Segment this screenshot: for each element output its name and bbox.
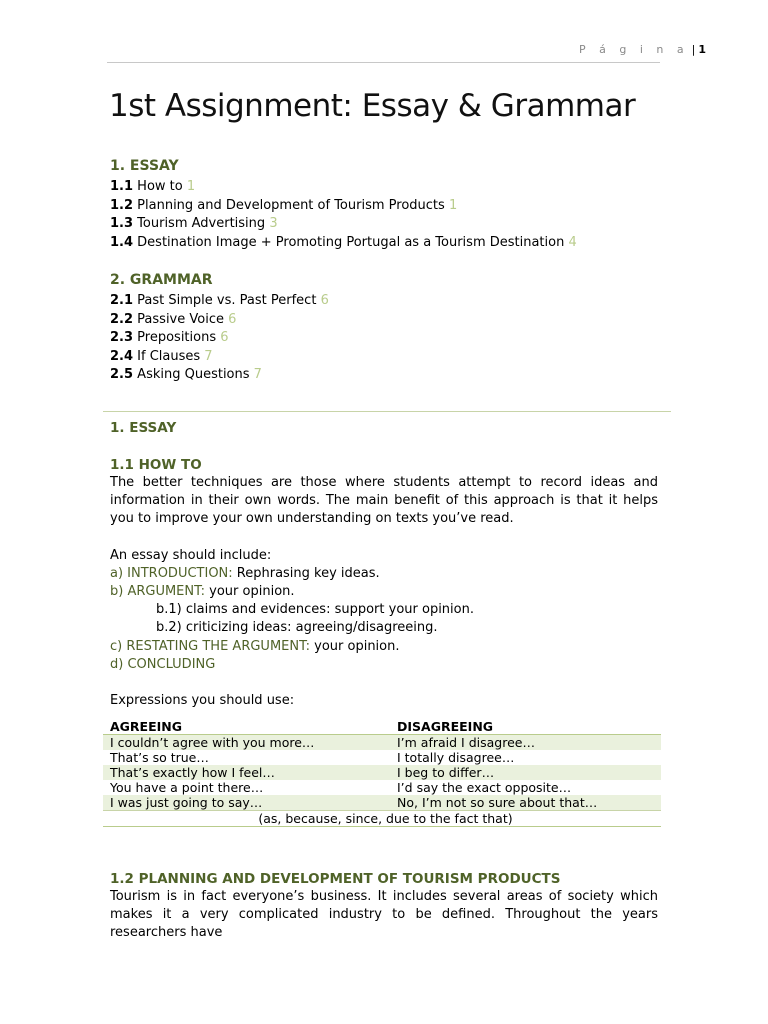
document-title: 1st Assignment: Essay & Grammar bbox=[109, 88, 636, 124]
toc-entry-number: 1.1 bbox=[110, 179, 134, 194]
section-heading-essay: 1. ESSAY bbox=[110, 420, 177, 436]
toc-entry[interactable] bbox=[110, 311, 670, 330]
table-cell: That’s so true… bbox=[110, 750, 209, 765]
page-separator: | bbox=[691, 43, 696, 56]
toc-entry-page: 1 bbox=[448, 197, 458, 213]
essay-point-b1: b.1) claims and evidences: support your opinion. bbox=[156, 602, 474, 618]
toc-entry[interactable] bbox=[110, 329, 670, 348]
page-label: P á g i n a bbox=[579, 43, 689, 56]
toc-entry-page: 6 bbox=[228, 311, 237, 327]
essay-point-d: d) CONCLUDING bbox=[110, 656, 216, 672]
essay-intro-text: An essay should include: bbox=[110, 547, 272, 563]
essay-point-a bbox=[110, 565, 658, 583]
table-cell: I was just going to say… bbox=[103, 795, 390, 811]
toc-entry-text: Passive Voice bbox=[137, 311, 224, 327]
table-footer-row bbox=[103, 811, 661, 827]
toc-entry-page: 3 bbox=[269, 216, 278, 231]
toc-entry[interactable] bbox=[110, 197, 670, 216]
table-cell: I’m afraid I disagree… bbox=[390, 735, 661, 751]
toc-entry-page: 4 bbox=[568, 234, 577, 250]
essay-point-c bbox=[110, 638, 658, 656]
toc-entry[interactable] bbox=[110, 292, 670, 311]
table-row bbox=[103, 780, 661, 795]
toc-entry-number: 2.4 bbox=[110, 348, 134, 364]
section-divider bbox=[103, 411, 671, 412]
column-header-disagreeing: DISAGREEING bbox=[390, 718, 661, 735]
toc-entry-number: 2.2 bbox=[110, 311, 134, 327]
toc-entry[interactable] bbox=[110, 234, 670, 253]
toc-heading-grammar: 2. GRAMMAR bbox=[110, 272, 213, 288]
toc-entry-page: 6 bbox=[220, 330, 229, 345]
table-row bbox=[103, 765, 661, 780]
page-number: 1 bbox=[698, 43, 706, 56]
toc-entry-page: 7 bbox=[204, 348, 213, 364]
toc-entry-number: 2.3 bbox=[110, 330, 134, 345]
header-divider bbox=[107, 62, 660, 63]
toc-entry[interactable] bbox=[110, 215, 670, 234]
toc-heading-essay: 1. ESSAY bbox=[110, 158, 179, 174]
essay-point-b2: b.2) criticizing ideas: agreeing/disagreeing. bbox=[156, 620, 438, 636]
table-row bbox=[103, 735, 661, 751]
table-cell: That’s exactly how I feel… bbox=[103, 765, 390, 780]
toc-entry-number: 2.1 bbox=[110, 293, 134, 308]
table-footer-text: (as, because, since, due to the fact that) bbox=[103, 811, 661, 827]
subsection-heading-how-to: 1.1 HOW TO bbox=[110, 457, 202, 473]
table-cell: I’d say the exact opposite… bbox=[397, 780, 572, 795]
toc-entry-text: Planning and Development of Tourism Products bbox=[137, 197, 445, 213]
table-cell: I beg to differ… bbox=[390, 765, 661, 780]
toc-entry-number: 2.5 bbox=[110, 367, 134, 382]
expressions-intro-text: Expressions you should use: bbox=[110, 693, 295, 709]
table-cell: I totally disagree… bbox=[397, 750, 515, 765]
point-text: your opinion. bbox=[310, 638, 400, 654]
point-label: a) INTRODUCTION: bbox=[110, 565, 233, 581]
toc-entry-text: If Clauses bbox=[137, 348, 201, 364]
toc-entry-page: 7 bbox=[253, 367, 262, 382]
document-body bbox=[110, 418, 658, 710]
column-header-agreeing: AGREEING bbox=[103, 718, 390, 735]
toc-entry-text: Past Simple vs. Past Perfect bbox=[137, 293, 317, 308]
toc-entry-text: Asking Questions bbox=[137, 367, 250, 382]
subsection-heading-planning: 1.2 PLANNING AND DEVELOPMENT OF TOURISM PRODUCTS bbox=[110, 871, 561, 887]
point-text: Rephrasing key ideas. bbox=[232, 565, 380, 581]
toc-entry[interactable] bbox=[110, 366, 670, 385]
table-of-contents bbox=[110, 156, 670, 385]
point-label: c) RESTATING THE ARGUMENT: bbox=[110, 638, 310, 654]
table-header-row bbox=[103, 718, 661, 735]
expressions-table bbox=[103, 718, 661, 827]
toc-entry-text: Tourism Advertising bbox=[137, 216, 266, 231]
page-number-header bbox=[579, 43, 706, 56]
toc-entry-number: 1.3 bbox=[110, 216, 134, 231]
table-row bbox=[103, 750, 661, 765]
toc-entry-number: 1.2 bbox=[110, 197, 134, 213]
toc-entry-page: 6 bbox=[320, 293, 329, 308]
toc-entry-text: How to bbox=[137, 179, 183, 194]
table-row bbox=[103, 795, 661, 811]
how-to-paragraph: The better techniques are those where students attempt to record ideas and information in their own words. The main benefit of this approach is that it helps you to improve your own understanding on texts you’ve read. bbox=[110, 475, 658, 527]
table-cell: I couldn’t agree with you more… bbox=[103, 735, 390, 751]
toc-entry-text: Destination Image + Promoting Portugal as a Tourism Destination bbox=[137, 234, 565, 250]
table-cell: You have a point there… bbox=[110, 780, 264, 795]
toc-entry[interactable] bbox=[110, 348, 670, 367]
toc-entry-page: 1 bbox=[186, 179, 196, 194]
point-text: your opinion. bbox=[205, 584, 295, 600]
table-cell: No, I’m not so sure about that… bbox=[390, 795, 661, 811]
point-label: b) ARGUMENT: bbox=[110, 584, 206, 600]
toc-entry[interactable] bbox=[110, 178, 670, 197]
essay-point-b bbox=[110, 583, 658, 601]
toc-entry-number: 1.4 bbox=[110, 234, 134, 250]
planning-paragraph: Tourism is in fact everyone’s business. It includes several areas of society which makes it a very complicated industry to be defined. Throughout the years researchers have bbox=[110, 889, 658, 941]
toc-entry-text: Prepositions bbox=[137, 330, 217, 345]
section-planning bbox=[110, 870, 658, 943]
